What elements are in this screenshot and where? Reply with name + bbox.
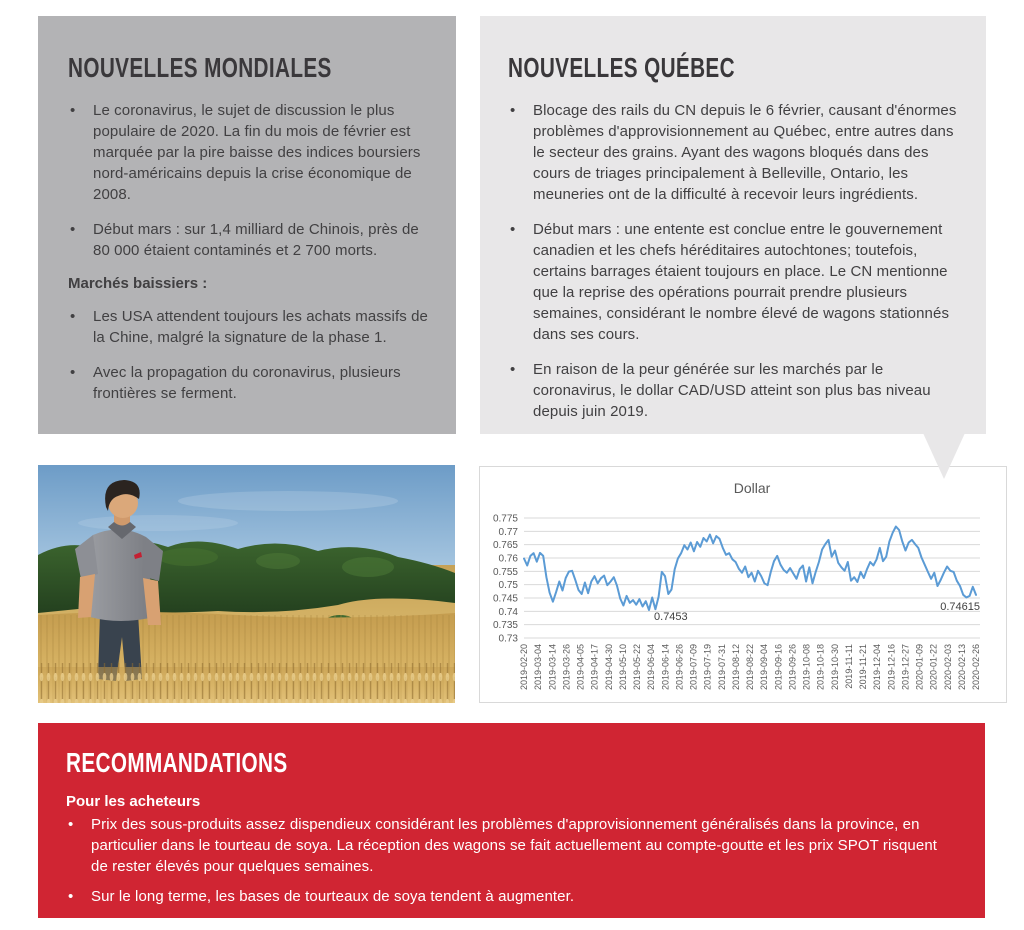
speech-bubble-tail-icon — [923, 433, 965, 479]
list-item — [68, 219, 430, 261]
y-tick-label: 0.745 — [492, 593, 518, 605]
x-tick-label: 2019-12-27 — [900, 644, 911, 691]
list-item — [68, 362, 430, 404]
chart-title: Dollar — [733, 480, 771, 496]
y-tick-label: 0.76 — [498, 553, 518, 565]
x-tick-label: 2019-10-08 — [801, 644, 812, 691]
x-tick-label: 2019-06-26 — [674, 644, 685, 691]
y-tick-label: 0.775 — [492, 513, 518, 525]
y-tick-label: 0.735 — [492, 620, 518, 632]
list-item — [508, 359, 964, 422]
list-item — [68, 100, 430, 205]
bullet-icon: • — [510, 221, 516, 238]
y-tick-label: 0.73 — [498, 633, 518, 645]
x-tick-label: 2019-09-04 — [759, 644, 770, 691]
recommendations-subheading: Pour les acheteurs — [66, 793, 201, 810]
x-tick-label: 2019-04-30 — [603, 644, 614, 691]
x-tick-label: 2019-03-14 — [547, 644, 558, 691]
min-annotation: 0.7453 — [654, 611, 688, 623]
list-item — [508, 100, 964, 205]
dollar-line-chart — [480, 467, 1006, 702]
bullet-icon: • — [510, 361, 516, 378]
x-tick-label: 2019-06-14 — [660, 644, 671, 691]
x-tick-label: 2019-08-12 — [730, 644, 741, 691]
bullet-icon: • — [68, 888, 74, 905]
x-tick-label: 2019-04-05 — [575, 644, 586, 691]
x-tick-label: 2019-03-04 — [533, 644, 544, 691]
x-tick-label: 2019-05-22 — [632, 644, 642, 691]
dollar-series-line — [524, 527, 976, 611]
list-item — [508, 219, 964, 345]
bullet-icon: • — [68, 816, 74, 833]
x-tick-label: 2019-11-21 — [858, 644, 868, 690]
bullet-text: Avec la propagation du coronavirus, plusieurs frontières se ferment. — [93, 364, 401, 402]
bullet-icon: • — [70, 221, 76, 238]
world-news-title: NOUVELLES MONDIALES — [68, 52, 332, 83]
quebec-news-list — [508, 100, 964, 422]
x-tick-label: 2019-07-09 — [688, 644, 699, 691]
bullet-text: Les USA attendent toujours les achats massifs de la Chine, malgré la signature de la phase 1. — [93, 308, 428, 346]
x-tick-label: 2019-07-31 — [716, 644, 727, 691]
x-tick-label: 2019-07-19 — [702, 644, 713, 691]
bullet-icon: • — [70, 308, 76, 325]
x-tick-label: 2020-02-26 — [971, 644, 981, 691]
field-photo — [38, 465, 455, 703]
x-tick-label: 2019-09-26 — [787, 644, 798, 691]
y-tick-label: 0.74 — [498, 606, 518, 618]
world-news-panel — [38, 16, 456, 434]
x-tick-label: 2019-03-26 — [561, 644, 572, 691]
bullet-text: Sur le long terme, les bases de tourteaux de soya tendent à augmenter. — [91, 888, 575, 905]
bullet-icon: • — [70, 364, 76, 381]
x-tick-label: 2019-11-11 — [843, 644, 854, 689]
x-tick-label: 2020-01-09 — [914, 644, 925, 691]
bullet-text: Début mars : une entente est conclue entre le gouvernement canadien et les chefs héréditaires autochtones; toutefois, certains barrages étaient toujours en place. Le CN mentionne que la reprise des opérations pourrait prendre plusieurs semaines, considérant le nombre élevé de wagons stationnés dans ses cours. — [533, 221, 950, 343]
x-tick-label: 2020-01-22 — [928, 644, 939, 691]
bullet-icon: • — [510, 102, 516, 119]
x-tick-label: 2020-02-13 — [956, 644, 967, 691]
y-tick-label: 0.755 — [492, 566, 518, 578]
list-item — [66, 886, 955, 907]
x-tick-label: 2019-09-16 — [773, 644, 784, 691]
x-tick-label: 2019-08-22 — [745, 644, 755, 691]
bullet-text: Prix des sous-produits assez dispendieux considérant les problèmes d'approvisionnement généralisés dans la province, en particulier dans le tourteau de soya. La réception des wagons se fait actuellement au compte-goutte et les prix SPOT risquent de rester élevés pour quelques semaines. — [91, 816, 938, 875]
x-tick-label: 2019-10-30 — [829, 644, 840, 691]
dollar-chart-card — [479, 466, 1007, 703]
recommendations-list — [66, 814, 955, 907]
bearish-markets-list — [68, 306, 430, 404]
last-annotation: 0.74615 — [940, 600, 980, 613]
x-tick-label: 2019-02-20 — [519, 644, 529, 691]
bullet-text: Blocage des rails du CN depuis le 6 février, causant d'énormes problèmes d'approvisionnement au Québec, entre autres dans le secteur des grains. Ayant des wagons bloqués dans des cours de triages principalement à Belleville, Ontario, les meuneries ont de la difficulté à recevoir leurs ingrédients. — [533, 102, 957, 203]
x-tick-label: 2019-12-04 — [872, 644, 883, 691]
x-tick-label: 2019-10-18 — [815, 644, 826, 691]
y-tick-label: 0.75 — [498, 580, 518, 592]
recommendations-title: RECOMMANDATIONS — [66, 747, 288, 778]
x-tick-label: 2019-05-10 — [617, 644, 628, 691]
recommendations-panel — [38, 723, 985, 918]
x-tick-label: 2019-12-16 — [886, 644, 897, 691]
quebec-news-title: NOUVELLES QUÉBEC — [508, 52, 735, 83]
field-photo-illustration — [38, 465, 455, 703]
world-news-subheading: Marchés baissiers : — [68, 275, 208, 292]
list-item — [66, 814, 955, 877]
quebec-news-panel — [480, 16, 986, 434]
x-tick-label: 2019-04-17 — [589, 644, 600, 691]
bullet-text: Début mars : sur 1,4 milliard de Chinois, près de 80 000 étaient contaminés et 2 700 morts. — [93, 221, 419, 259]
bullet-text: Le coronavirus, le sujet de discussion le plus populaire de 2020. La fin du mois de février est marquée par la pire baisse des indices boursiers nord-américains depuis la crise économique de 2008. — [93, 102, 421, 203]
bullet-text: En raison de la peur générée sur les marchés par le coronavirus, le dollar CAD/USD atteint son plus bas niveau depuis juin 2019. — [533, 361, 931, 420]
world-news-list — [68, 100, 430, 261]
list-item — [68, 306, 430, 348]
bullet-icon: • — [70, 102, 76, 119]
y-tick-label: 0.765 — [492, 540, 518, 552]
x-tick-label: 2020-02-03 — [942, 644, 953, 691]
y-tick-label: 0.77 — [498, 526, 518, 538]
x-tick-label: 2019-06-04 — [646, 644, 657, 691]
